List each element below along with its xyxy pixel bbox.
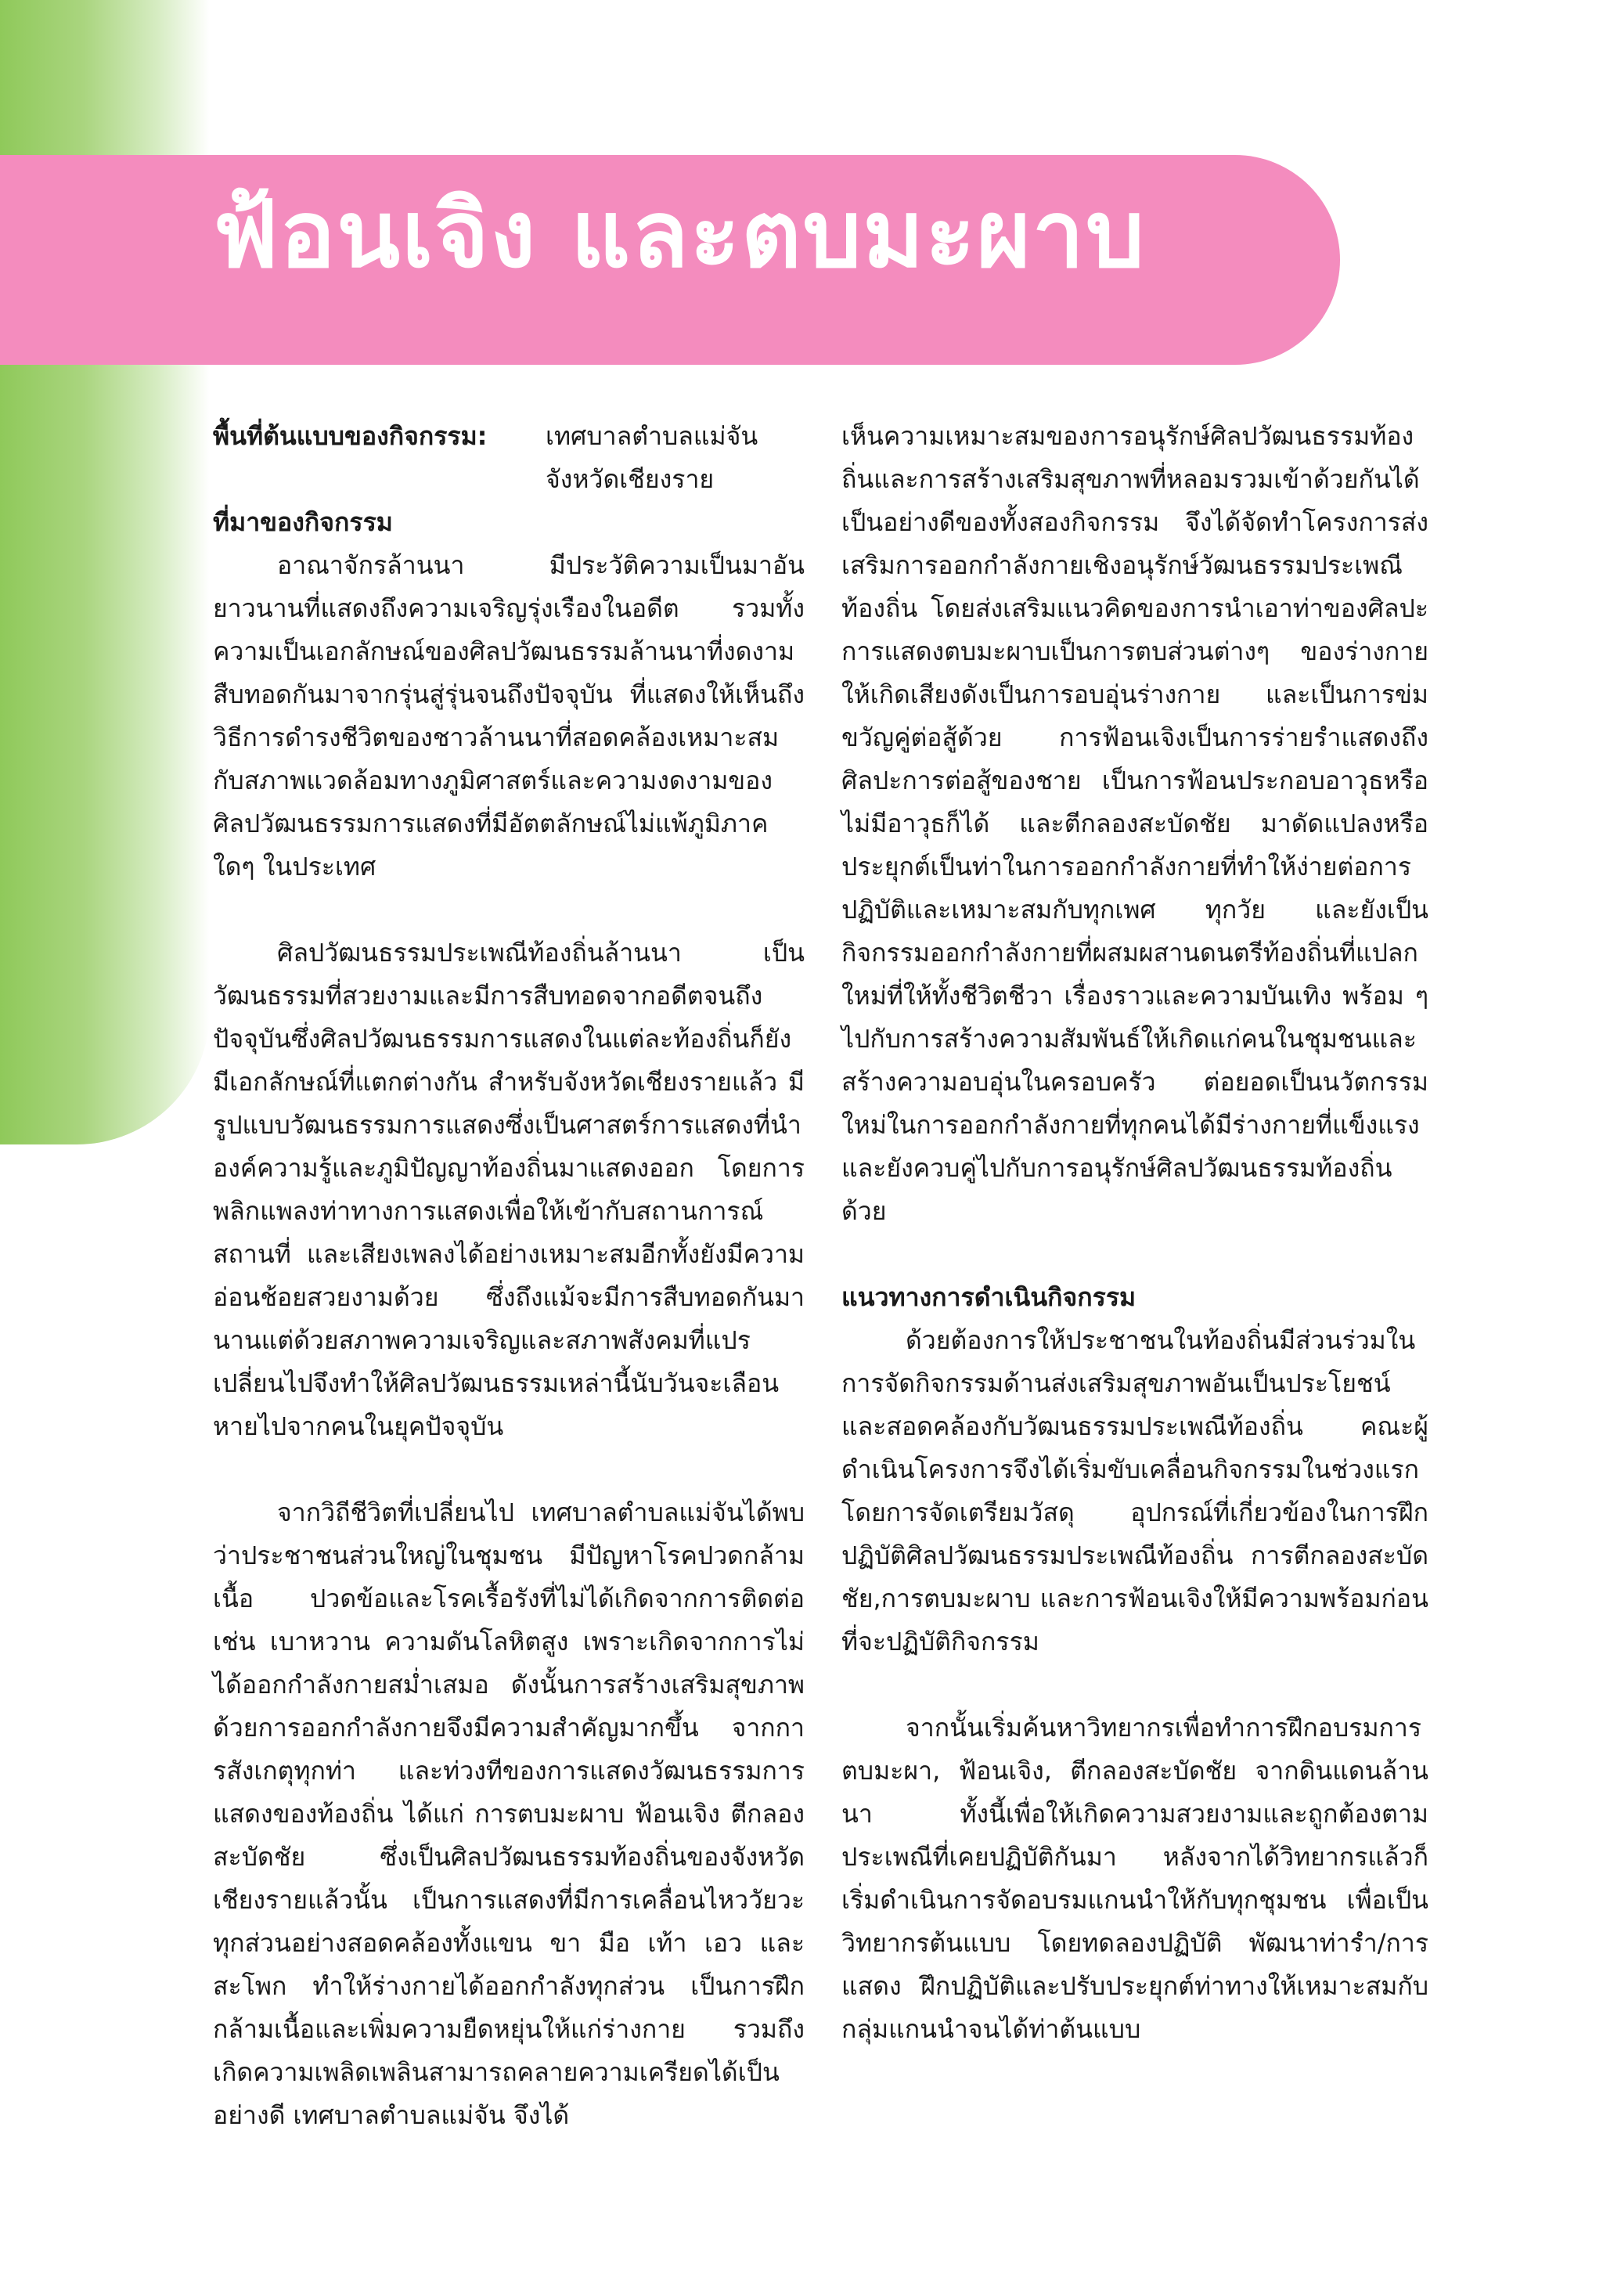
location-value xyxy=(546,415,805,501)
origin-heading: ที่มาของกิจกรรม xyxy=(213,507,393,537)
approach-paragraph-1: ด้วยต้องการให้ประชาชนในท้องถิ่นมีส่วนร่วมในการจัดกิจกรรมด้านส่งเสริมสุขภาพอันเป็นประโยชน์และสอดคล้องกับวัฒนธรรมประเพณีท้องถิ่น คณะผู้ดำเนินโครงการจึงได้เริ่มขับเคลื่อนกิจกรรมในช่วงแรกโดยการจัดเตรียมวัสดุ อุปกรณ์ที่เกี่ยวข้องในการฝึกปฏิบัติศิลปวัฒนธรรมประเพณีท้องถิ่น การตีกลองสะบัดชัย,การตบมะผาบ และการฟ้อนเจิงให้มีความพร้อมก่อนที่จะปฏิบัติกิจกรรม xyxy=(841,1325,1428,1656)
left-column xyxy=(213,415,805,2137)
page-title: ฟ้อนเจิง และตบมะผาบ xyxy=(213,180,1146,288)
approach-paragraph-2: จากนั้นเริ่มค้นหาวิทยากรเพื่อทำการฝึกอบรมการตบมะผา, ฟ้อนเจิง, ตีกลองสะบัดชัย จากดินแดนล้านนา ทั้งนี้เพื่อให้เกิดความสวยงามและถูกต้องตามประเพณีที่เคยปฏิบัติกันมา หลังจากได้วิทยากรแล้วก็เริ่มดำเนินการจัดอบรมแกนนำให้กับทุกชุมชน เพื่อเป็นวิทยากรต้นแบบ โดยทดลองปฏิบัติ พัฒนาท่ารำ/การแสดง ฝึกปฏิบัติและปรับประยุกต์ท่าทางให้เหมาะสมกับกลุ่มแกนนำจนได้ท่าต้นแบบ xyxy=(841,1713,1428,2044)
origin-paragraph-2: ศิลปวัฒนธรรมประเพณีท้องถิ่นล้านนา เป็นวัฒนธรรมที่สวยงามและมีการสืบทอดจากอดีตจนถึงปัจจุบันซึ่งศิลปวัฒนธรรมการแสดงในแต่ละท้องถิ่นก็ยังมีเอกลักษณ์ที่แตกต่างกัน สำหรับจังหวัดเชียงรายแล้ว มีรูปแบบวัฒนธรรมการแสดงซึ่งเป็นศาสตร์การแสดงที่นำองค์ความรู้และภูมิปัญญาท้องถิ่นมาแสดงออก โดยการพลิกแพลงท่าทางการแสดงเพื่อให้เข้ากับสถานการณ์ สถานที่ และเสียงเพลงได้อย่างเหมาะสมอีกทั้งยังมีความอ่อนช้อยสวยงามด้วย ซึ่งถึงแม้จะมีการสืบทอดกันมานานแต่ด้วยสภาพความเจริญและสภาพสังคมที่แปรเปลี่ยนไปจึงทำให้ศิลปวัฒนธรรมเหล่านี้นับวันจะเลือนหายไปจากคนในยุคปัจจุบัน xyxy=(213,938,805,1441)
origin-paragraph-3-continued: เห็นความเหมาะสมของการอนุรักษ์ศิลปวัฒนธรรมท้องถิ่นและการสร้างเสริมสุขภาพที่หลอมรวมเข้าด้วยกันได้เป็นอย่างดีของทั้งสองกิจกรรม จึงได้จัดทำโครงการส่งเสริมการออกกำลังกายเชิงอนุรักษ์วัฒนธรรมประเพณีท้องถิ่น โดยส่งเสริมแนวคิดของการนำเอาท่าของศิลปะการแสดงตบมะผาบเป็นการตบส่วนต่างๆ ของร่างกายให้เกิดเสียงดังเป็นการอบอุ่นร่างกาย และเป็นการข่มขวัญคู่ต่อสู้ด้วย การฟ้อนเจิงเป็นการร่ายรำแสดงถึงศิลปะการต่อสู้ของชาย เป็นการฟ้อนประกอบอาวุธหรือไม่มีอาวุธก็ได้ และตีกลองสะบัดชัย มาดัดแปลงหรือประยุกต์เป็นท่าในการออกกำลังกายที่ทำให้ง่ายต่อการปฏิบัติและเหมาะสมกับทุกเพศ ทุกวัย และยังเป็นกิจกรรมออกกำลังกายที่ผสมผสานดนตรีท้องถิ่นที่แปลกใหม่ที่ให้ทั้งชีวิตชีวา เรื่องราวและความบันเทิง พร้อม ๆ ไปกับการสร้างความสัมพันธ์ให้เกิดแก่คนในชุมชนและสร้างความอบอุ่นในครอบครัว ต่อยอดเป็นนวัตกรรมใหม่ในการออกกำลังกายที่ทุกคนได้มีร่างกายที่แข็งแรง และยังควบคู่ไปกับการอนุรักษ์ศิลปวัฒนธรรมท้องถิ่นด้วย xyxy=(841,421,1428,1226)
location-label: พื้นที่ต้นแบบของกิจกรรม: xyxy=(213,421,488,451)
location-value-line2: จังหวัดเชียงราย xyxy=(546,464,715,494)
origin-paragraph-3: จากวิถีชีวิตที่เปลี่ยนไป เทศบาลตำบลแม่จันได้พบว่าประชาชนส่วนใหญ่ในชุมชน มีปัญหาโรคปวดกล้ามเนื้อ ปวดข้อและโรคเรื้อรังที่ไม่ได้เกิดจากการติดต่อ เช่น เบาหวาน ความดันโลหิตสูง เพราะเกิดจากการไม่ได้ออกกำลังกายสม่ำเสมอ ดังนั้นการสร้างเสริมสุขภาพด้วยการออกกำลังกายจึงมีความสำคัญมากขึ้น จากการสังเกตุทุกท่า และท่วงทีของการแสดงวัฒนธรรมการแสดงของท้องถิ่น ได้แก่ การตบมะผาบ ฟ้อนเจิง ตีกลองสะบัดชัย ซึ่งเป็นศิลปวัฒนธรรมท้องถิ่นของจังหวัดเชียงรายแล้วนั้น เป็นการแสดงที่มีการเคลื่อนไหววัยวะทุกส่วนอย่างสอดคล้องทั้งแขน ขา มือ เท้า เอว และสะโพก ทำให้ร่างกายได้ออกกำลังทุกส่วน เป็นการฝึกกล้ามเนื้อและเพิ่มความยืดหยุ่นให้แก่ร่างกาย รวมถึงเกิดความเพลิดเพลินสามารถคลายความเครียดได้เป็นอย่างดี เทศบาลตำบลแม่จัน จึงได้ xyxy=(213,1498,805,2130)
activity-location xyxy=(213,415,805,501)
right-column xyxy=(841,415,1428,2051)
origin-paragraph-1: อาณาจักรล้านนา มีประวัติความเป็นมาอันยาวนานที่แสดงถึงความเจริญรุ่งเรืองในอดีต รวมทั้งความเป็นเอกลักษณ์ของศิลปวัฒนธรรมล้านนาที่งดงามสืบทอดกันมาจากรุ่นสู่รุ่นจนถึงปัจจุบัน ที่แสดงให้เห็นถึงวิธีการดำรงชีวิตของชาวล้านนาที่สอดคล้องเหมาะสมกับสภาพแวดล้อมทางภูมิศาสตร์และความงดงามของศิลปวัฒนธรรมการแสดงที่มีอัตตลักษณ์ไม่แพ้ภูมิภาคใดๆ ในประเทศ xyxy=(213,550,805,881)
approach-heading: แนวทางการดำเนินกิจกรรม xyxy=(841,1282,1137,1312)
location-value-line1: เทศบาลตำบลแม่จัน xyxy=(546,421,758,451)
